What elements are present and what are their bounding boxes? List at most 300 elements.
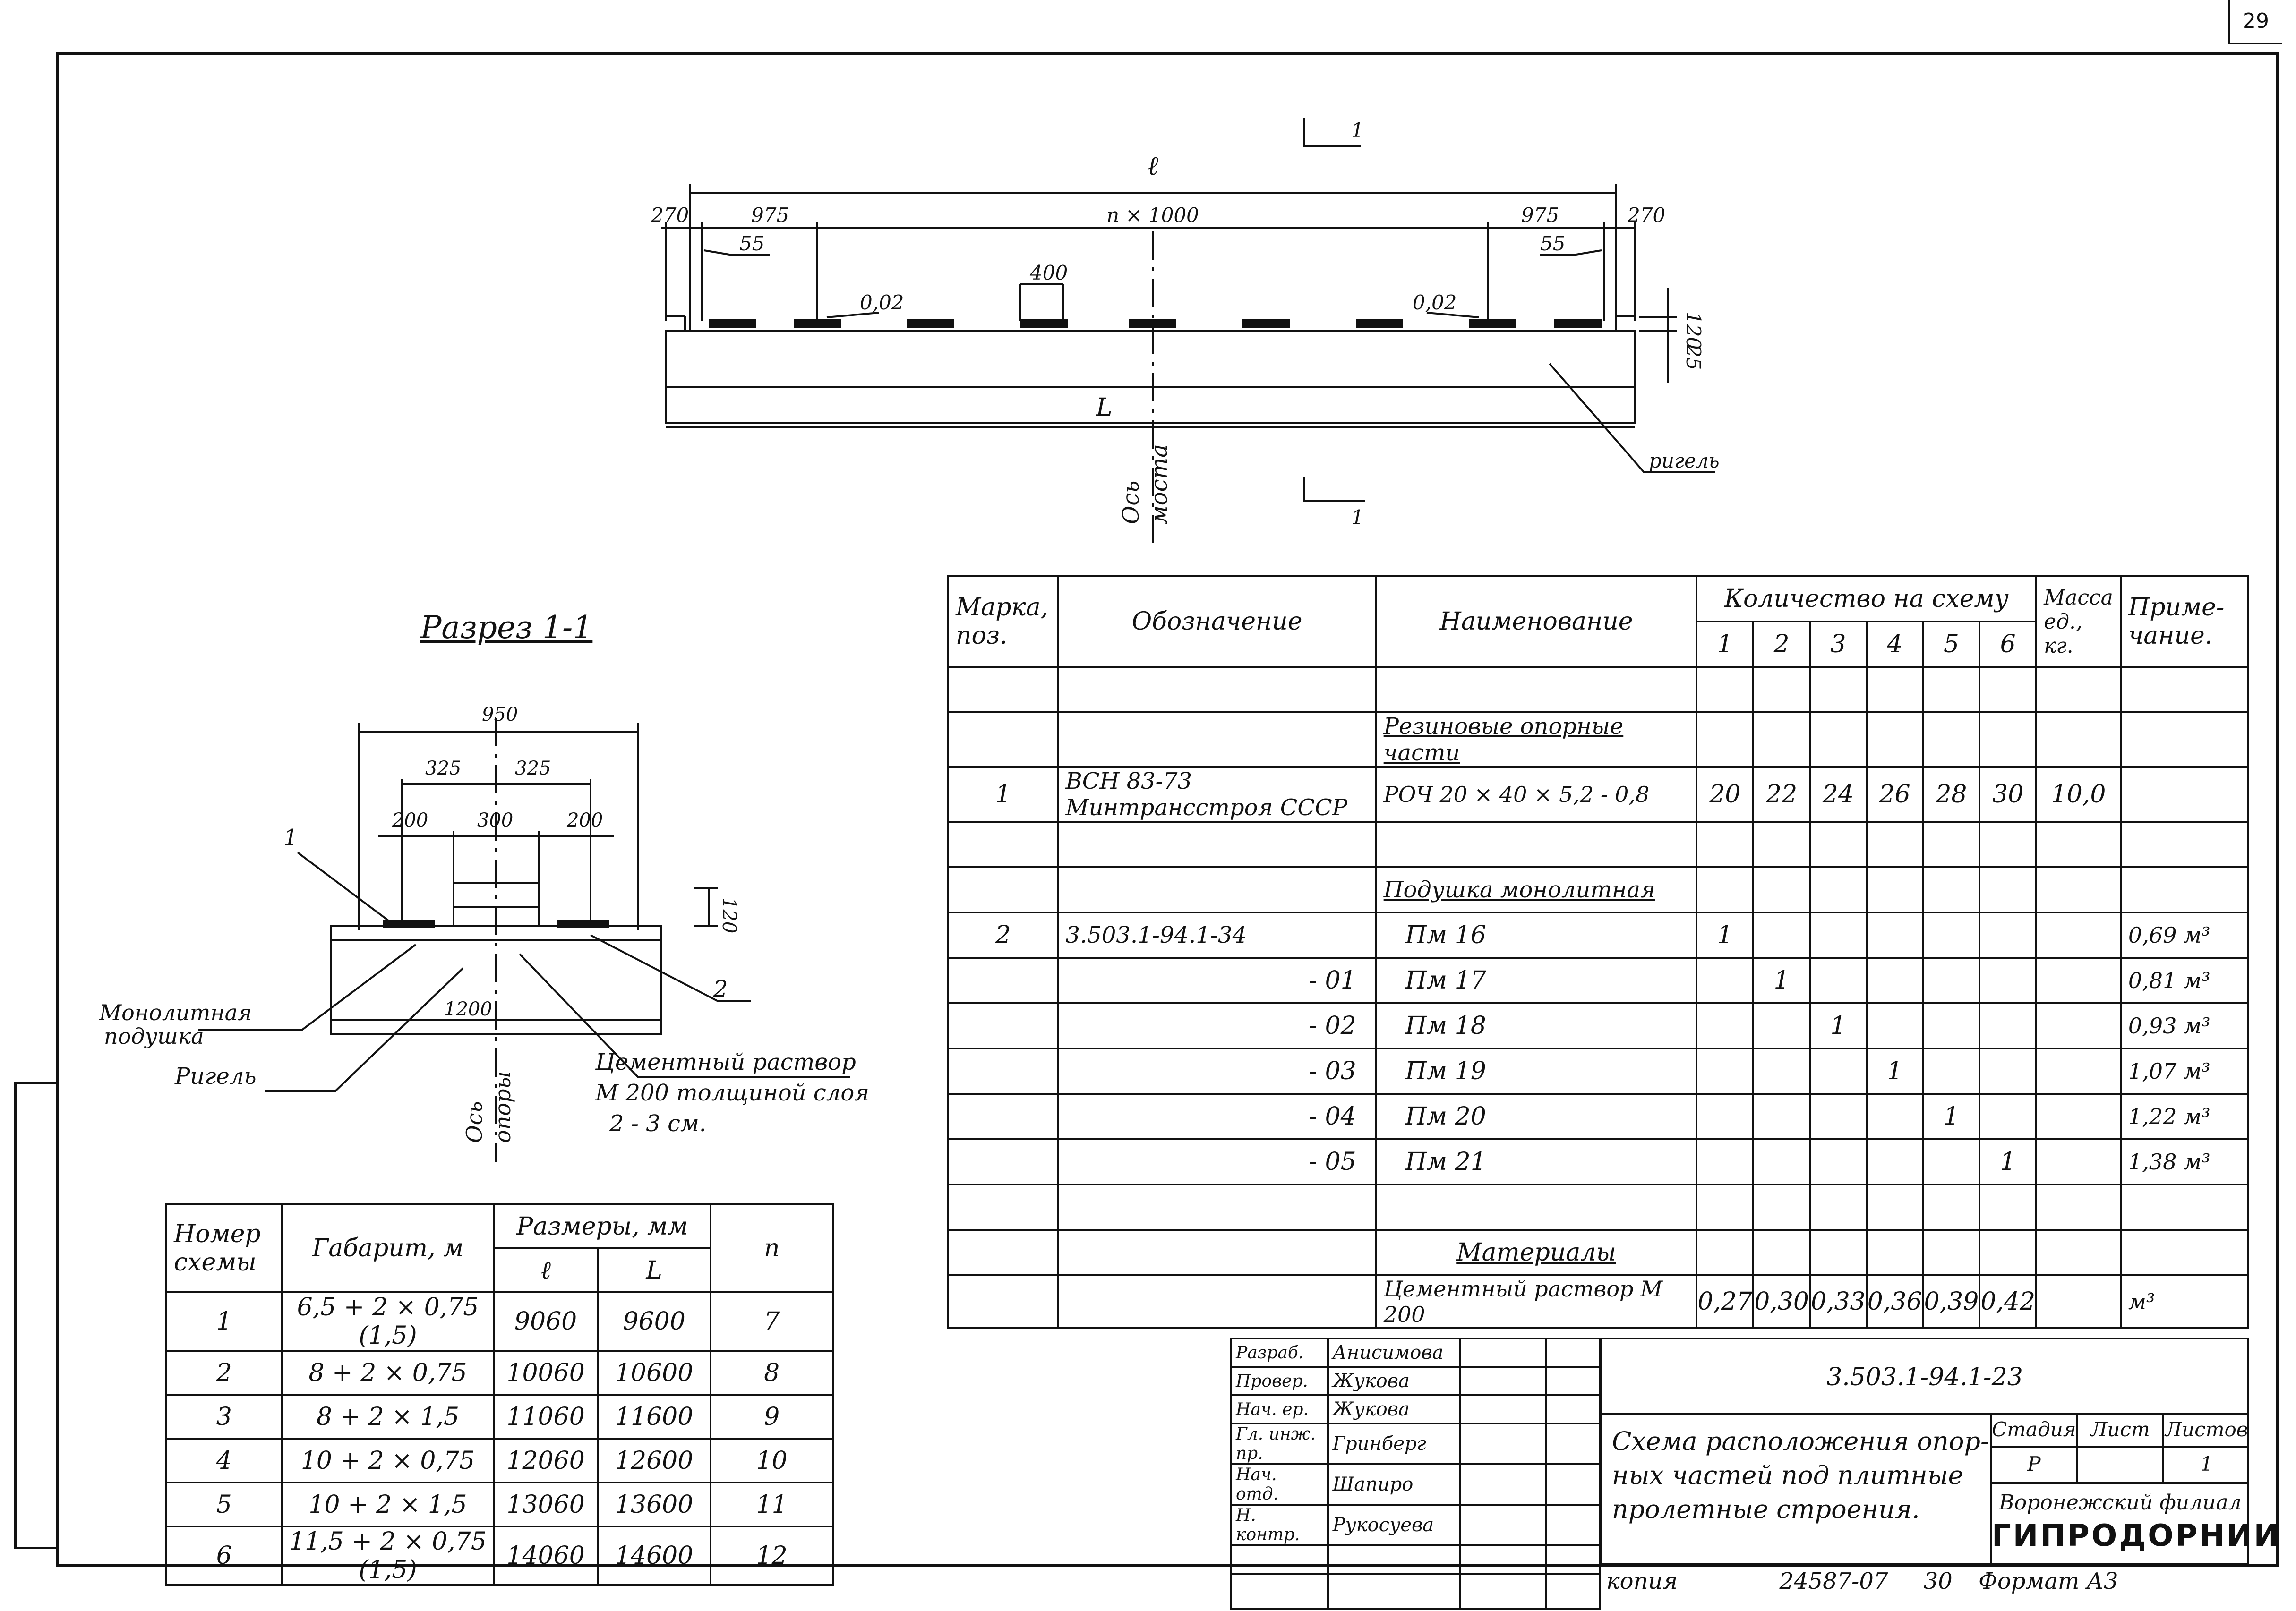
spec-note: 0,93 м³ [2121,1003,2248,1048]
gabarit-cell-3: 9600 [598,1292,711,1351]
stamp-empty-cell [1328,1574,1460,1609]
gabarit-cell-0: 5 [166,1483,282,1526]
gabarit-cell-3: 13600 [598,1483,711,1526]
spec-qty-5 [1923,958,1980,1003]
spec-note: м³ [2121,1275,2248,1328]
spec-qty-1: 1 [1696,912,1753,958]
spec-note [2121,1230,2248,1275]
spec-qty-3 [1810,1230,1867,1275]
stamp-person: Жукова [1328,1367,1460,1395]
gabarit-cell-4: 11 [711,1483,833,1526]
spec-qty-6 [1979,712,2036,767]
qty-col-6: 6 [1979,622,2036,667]
stamp-row [1231,1338,1600,1367]
sec-dim-120: 120 [718,897,740,934]
callout-2: 2 [713,976,728,1002]
axis-bridge-2: моста [1146,444,1173,524]
spec-qty-3 [1810,912,1867,958]
qty-col-3: 3 [1810,622,1867,667]
spec-qty-2: 22 [1753,767,1810,822]
spec-row [948,1003,2248,1048]
spec-note: 1,38 м³ [2121,1139,2248,1185]
dim-975-right: 975 [1521,204,1559,227]
gabarit-cell-2: 14060 [494,1526,598,1585]
spec-designation [1058,867,1376,912]
spec-qty-4 [1867,822,1923,867]
spec-note [2121,1185,2248,1230]
spec-qty-2 [1753,1185,1810,1230]
spec-qty-6 [1979,958,2036,1003]
section-mark-bottom: 1 [1351,506,1364,529]
mortar-2: М 200 толщиной слоя [595,1080,870,1106]
spec-row [948,1185,2248,1230]
spec-qty-2 [1753,912,1810,958]
spec-qty-4 [1867,1230,1923,1275]
spec-name: Пм 16 [1376,912,1697,958]
spec-row [948,1139,2248,1185]
spec-qty-1 [1696,1185,1753,1230]
spec-row [948,712,2248,767]
spec-qty-4 [1867,912,1923,958]
spec-row [948,958,2248,1003]
stamp-row [1231,1545,1600,1574]
gabarit-row [166,1439,833,1483]
spec-mass [2036,1185,2121,1230]
stamp-role [1231,1545,1328,1574]
gabarit-cell-3: 10600 [598,1351,711,1395]
spec-qty-1: 0,27 [1696,1275,1753,1328]
monolith-2: подушка [104,1023,204,1049]
plan-drawing [614,109,1724,543]
stamp-date [1546,1338,1600,1367]
spec-name [1376,822,1697,867]
dim-55-left: 55 [739,232,765,255]
mortar-1: Цементный раствор [595,1049,856,1075]
spec-qty-6 [1979,912,2036,958]
stamp-role: Разраб. [1231,1338,1328,1367]
spec-name [1376,667,1697,712]
stamp-date [1546,1505,1600,1545]
spec-qty-5 [1923,1048,1980,1094]
dim-400: 400 [1030,261,1068,284]
spec-name: Подушка монолитная [1376,867,1697,912]
sec-dim-325b: 325 [515,758,551,779]
header-mass: Масса ед., кг. [2036,576,2121,667]
gabarit-cell-0: 1 [166,1292,282,1351]
org-branch: Воронежский филиал [1999,1491,2242,1515]
spec-mass: 10,0 [2036,767,2121,822]
spec-qty-4 [1867,1003,1923,1048]
stage-box [1990,1413,2249,1484]
spec-mass [2036,1139,2121,1185]
spec-mass [2036,1230,2121,1275]
qty-col-4: 4 [1867,622,1923,667]
spec-qty-2 [1753,667,1810,712]
header-note: Приме- чание. [2121,576,2248,667]
spec-mass [2036,867,2121,912]
gabarit-row [166,1351,833,1395]
spec-name: РОЧ 20 × 40 × 5,2 - 0,8 [1376,767,1697,822]
org-name: ГИПРОДОРНИИ [1992,1518,2281,1553]
mortar-3: 2 - 3 см. [609,1110,707,1137]
spec-row [948,767,2248,822]
spec-qty-4 [1867,667,1923,712]
spec-qty-3 [1810,1139,1867,1185]
spec-qty-1 [1696,667,1753,712]
sheets-header: Листов [2165,1418,2248,1441]
spec-name: Пм 17 [1376,958,1697,1003]
stamp-signature [1460,1423,1546,1464]
spec-mass [2036,1275,2121,1328]
gabarit-cell-0: 2 [166,1351,282,1395]
gabarit-cell-1: 11,5 + 2 × 0,75 (1,5) [282,1526,494,1585]
spec-designation: 3.503.1-94.1-34 [1058,912,1376,958]
dim-55-right: 55 [1540,232,1566,255]
spec-qty-6 [1979,1003,2036,1048]
spec-qty-1 [1696,1230,1753,1275]
spec-note: 0,81 м³ [2121,958,2248,1003]
stamp-role: Нач. ер. [1231,1395,1328,1423]
spec-qty-3: 1 [1810,1003,1867,1048]
spec-mass [2036,1094,2121,1139]
sheet-number: 29 [2228,0,2282,44]
header-qty: Количество на схему [1696,576,2036,622]
callout-1: 1 [283,825,298,851]
stamp-empty-cell [1546,1574,1600,1609]
gabarit-cell-3: 12600 [598,1439,711,1483]
gabarit-cell-4: 7 [711,1292,833,1351]
spec-designation: ВСН 83-73 Минтрансстроя СССР [1058,767,1376,822]
spec-qty-6 [1979,1185,2036,1230]
monolith-1: Монолитная [99,1000,252,1025]
spec-qty-4 [1867,1094,1923,1139]
spec-qty-6 [1979,1094,2036,1139]
dim-l: ℓ [1147,151,1158,181]
gab-header-scheme: Номер схемы [166,1204,282,1292]
spec-qty-2 [1753,1003,1810,1048]
gabarit-cell-2: 12060 [494,1439,598,1483]
stamp-date [1546,1423,1600,1464]
stamp-role: Гл. инж. пр. [1231,1423,1328,1464]
gabarit-row [166,1395,833,1439]
binding-margin-mark [14,1082,56,1549]
qty-col-2: 2 [1753,622,1810,667]
stamp-role: Провер. [1231,1367,1328,1395]
gabarit-cell-2: 13060 [494,1483,598,1526]
spec-designation [1058,1275,1376,1328]
spec-mark [948,1003,1058,1048]
spec-mark: 1 [948,767,1058,822]
stamp-signature [1460,1338,1546,1367]
spec-note [2121,767,2248,822]
spec-note: 1,22 м³ [2121,1094,2248,1139]
gabarit-cell-4: 10 [711,1439,833,1483]
section-mark-top: 1 [1351,119,1364,142]
sheet-value [2078,1448,2165,1482]
footer-number: 24587-07 [1779,1568,1888,1594]
spec-qty-3 [1810,1094,1867,1139]
rigel-label: ригель [1649,449,1720,472]
dim-975-left: 975 [751,204,789,227]
stamp-date [1546,1464,1600,1505]
spec-qty-6: 0,42 [1979,1275,2036,1328]
spec-qty-6 [1979,1230,2036,1275]
stamp-signature [1460,1464,1546,1505]
spec-qty-2 [1753,822,1810,867]
gabarit-cell-4: 9 [711,1395,833,1439]
spec-qty-2 [1753,1139,1810,1185]
stage-header: Стадия [1992,1413,2078,1446]
spec-name: Материалы [1376,1230,1697,1275]
rigel-2: Ригель [175,1063,257,1090]
stamp-row [1231,1423,1600,1464]
spec-qty-6: 30 [1979,767,2036,822]
spec-qty-6 [1979,1048,2036,1094]
footer-copy: копия [1606,1568,1678,1594]
spec-mark [948,1275,1058,1328]
spec-mark [948,1230,1058,1275]
stamp-signature [1460,1367,1546,1395]
spec-qty-3: 24 [1810,767,1867,822]
spec-qty-3 [1810,822,1867,867]
sec-dim-200a: 200 [392,810,428,831]
spec-qty-3 [1810,712,1867,767]
spec-name: Пм 19 [1376,1048,1697,1094]
spec-row [948,822,2248,867]
sec-dim-300: 300 [477,810,514,831]
spec-qty-3 [1810,1185,1867,1230]
spec-name: Пм 20 [1376,1094,1697,1139]
spec-mass [2036,712,2121,767]
spec-qty-2 [1753,1094,1810,1139]
spec-qty-2: 0,30 [1753,1275,1810,1328]
stamp-person: Рукосуева [1328,1505,1460,1545]
spec-qty-5 [1923,1003,1980,1048]
spec-qty-4 [1867,867,1923,912]
stamp-row [1231,1395,1600,1423]
gabarit-row [166,1483,833,1526]
spec-qty-1 [1696,712,1753,767]
spec-note: 0,69 м³ [2121,912,2248,958]
spec-designation [1058,822,1376,867]
spec-qty-1 [1696,1094,1753,1139]
spec-mass [2036,822,2121,867]
sec-dim-1200: 1200 [444,998,492,1020]
slope-left: 0,02 [860,291,904,314]
stamp-date [1546,1545,1600,1574]
qty-col-1: 1 [1696,622,1753,667]
spec-designation [1058,712,1376,767]
spec-mark [948,1139,1058,1185]
stage-value: Р [1992,1448,2078,1482]
slope-right: 0,02 [1413,291,1457,314]
stamp-person: Гринберг [1328,1423,1460,1464]
gabarit-cell-4: 12 [711,1526,833,1585]
gabarit-row [166,1526,833,1585]
spec-qty-6 [1979,667,2036,712]
stamp-empty-cell [1231,1574,1328,1609]
spec-mark [948,867,1058,912]
footer-page: 30 [1923,1568,1953,1594]
dim-25: 25 [1682,345,1705,370]
spec-name: Пм 18 [1376,1003,1697,1048]
gabarit-cell-0: 6 [166,1526,282,1585]
spec-qty-6 [1979,822,2036,867]
dim-270-left: 270 [651,204,689,227]
spec-qty-5 [1923,1139,1980,1185]
stamp-row [1231,1464,1600,1505]
spec-qty-5: 28 [1923,767,1980,822]
spec-qty-5 [1923,712,1980,767]
spec-qty-6: 1 [1979,1139,2036,1185]
gab-header-n: n [711,1204,833,1292]
qty-col-5: 5 [1923,622,1980,667]
footer [1606,1568,2118,1594]
spec-qty-5 [1923,1230,1980,1275]
footer-format: Формат А3 [1979,1568,2118,1594]
gabarit-cell-2: 9060 [494,1292,598,1351]
spec-designation [1058,1185,1376,1230]
document-code: 3.503.1-94.1-23 [1602,1339,2247,1415]
gabarit-cell-1: 10 + 2 × 1,5 [282,1483,494,1526]
spec-qty-4: 1 [1867,1048,1923,1094]
spec-mark: 2 [948,912,1058,958]
stamp-signature [1460,1505,1546,1545]
spec-designation: - 02 [1058,1003,1376,1048]
gabarit-row [166,1292,833,1351]
gabarit-cell-0: 3 [166,1395,282,1439]
spec-designation: - 04 [1058,1094,1376,1139]
spec-row [948,1230,2248,1275]
gab-header-l: ℓ [494,1248,598,1292]
spec-qty-5 [1923,667,1980,712]
spec-note [2121,667,2248,712]
stamp-date [1546,1367,1600,1395]
stamp-empty-cell [1460,1574,1546,1609]
axis-support-2: опоры [490,1071,515,1143]
stamp-row [1231,1367,1600,1395]
sec-dim-950: 950 [482,704,518,725]
spec-row [948,912,2248,958]
spec-mass [2036,1003,2121,1048]
spec-qty-5: 0,39 [1923,1275,1980,1328]
stamp-role: Нач. отд. [1231,1464,1328,1505]
spec-mass [2036,958,2121,1003]
section-title: Разрез 1-1 [420,609,593,646]
organization [1990,1484,2281,1565]
spec-qty-1 [1696,867,1753,912]
gabarit-cell-4: 8 [711,1351,833,1395]
axis-support-1: Ось [462,1101,487,1143]
dim-120: 120 [1682,312,1705,350]
spec-qty-5 [1923,912,1980,958]
spec-qty-3 [1810,958,1867,1003]
spec-qty-4: 26 [1867,767,1923,822]
stamp-role: Н. контр. [1231,1505,1328,1545]
spec-designation: - 03 [1058,1048,1376,1094]
spec-row [948,1275,2248,1328]
spec-name: Резиновые опорные части [1376,712,1697,767]
sec-dim-325a: 325 [425,758,462,779]
spec-designation: - 01 [1058,958,1376,1003]
stamp-row [1231,1574,1600,1609]
spec-note [2121,822,2248,867]
spec-qty-2 [1753,1230,1810,1275]
gabarit-cell-3: 11600 [598,1395,711,1439]
spec-designation [1058,1230,1376,1275]
spec-mark [948,667,1058,712]
spec-qty-1: 20 [1696,767,1753,822]
spec-qty-2 [1753,1048,1810,1094]
spec-row [948,867,2248,912]
spec-qty-3 [1810,1048,1867,1094]
gabarit-cell-1: 8 + 2 × 0,75 [282,1351,494,1395]
gab-header-gabarit: Габарит, м [282,1204,494,1292]
spec-qty-5 [1923,1185,1980,1230]
spec-qty-4 [1867,1185,1923,1230]
spec-qty-4 [1867,712,1923,767]
dim-n1000: n × 1000 [1106,204,1199,227]
stamp-person [1328,1545,1460,1574]
gab-header-L: L [598,1248,711,1292]
document-title: Схема расположения опор- ных частей под плитные пролетные строения. [1612,1426,1989,1524]
spec-qty-1 [1696,822,1753,867]
gabarit-cell-1: 6,5 + 2 × 0,75 (1,5) [282,1292,494,1351]
spec-qty-2 [1753,712,1810,767]
spec-note: 1,07 м³ [2121,1048,2248,1094]
spec-qty-3: 0,33 [1810,1275,1867,1328]
gabarit-table [165,1203,834,1586]
spec-qty-5 [1923,867,1980,912]
spec-row [948,667,2248,712]
spec-qty-1 [1696,1048,1753,1094]
sheet-header: Лист [2078,1413,2165,1446]
sheets-value: 1 [2200,1452,2213,1475]
header-mark: Марка, поз. [948,576,1058,667]
spec-qty-4 [1867,958,1923,1003]
stamp-signature [1460,1395,1546,1423]
spec-qty-3 [1810,867,1867,912]
gabarit-cell-3: 14600 [598,1526,711,1585]
spec-mark [948,712,1058,767]
spec-mark [948,1185,1058,1230]
title-block-roles [1230,1338,1601,1610]
sec-dim-200b: 200 [567,810,603,831]
dim-270-right: 270 [1628,204,1666,227]
spec-qty-1 [1696,1003,1753,1048]
spec-mass [2036,912,2121,958]
spec-qty-3 [1810,667,1867,712]
stamp-person: Анисимова [1328,1338,1460,1367]
spec-qty-1 [1696,958,1753,1003]
specification-table [947,575,2249,1329]
section-drawing [94,690,898,1162]
spec-qty-5 [1923,822,1980,867]
gabarit-cell-2: 10060 [494,1351,598,1395]
spec-mark [948,1048,1058,1094]
spec-mark [948,822,1058,867]
axis-bridge-1: Ось [1118,480,1144,524]
spec-mass [2036,667,2121,712]
spec-name: Пм 21 [1376,1139,1697,1185]
spec-row [948,1048,2248,1094]
gabarit-cell-1: 8 + 2 × 1,5 [282,1395,494,1439]
dim-L: L [1096,393,1113,422]
spec-mark [948,1094,1058,1139]
spec-qty-5: 1 [1923,1094,1980,1139]
spec-qty-4 [1867,1139,1923,1185]
spec-qty-1 [1696,1139,1753,1185]
